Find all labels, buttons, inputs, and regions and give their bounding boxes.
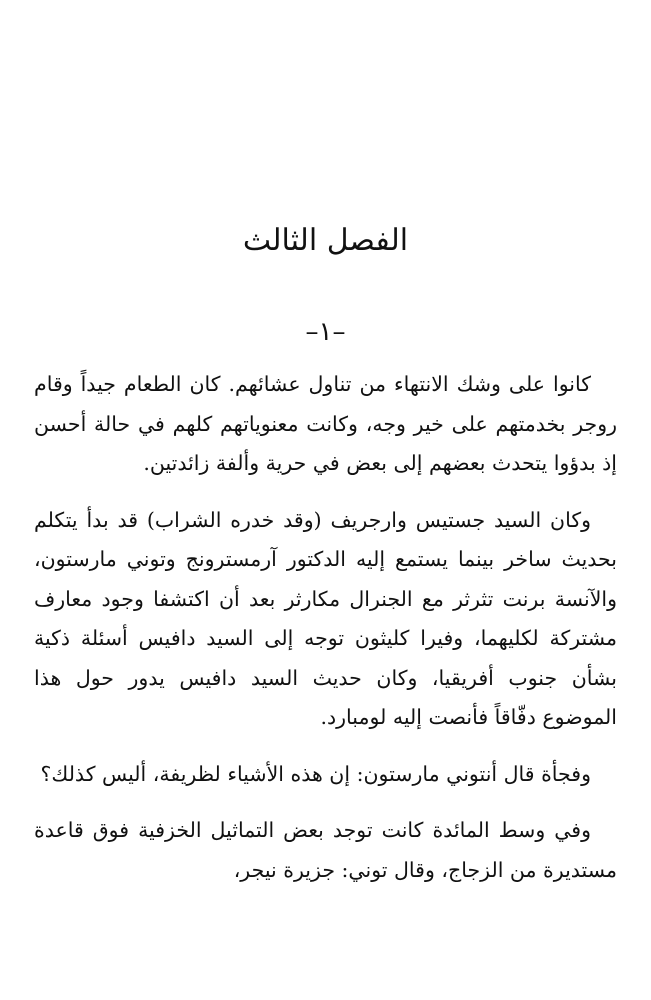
paragraph: كانوا على وشك الانتهاء من تناول عشائهم. كان الطعام جيداً وقام روجر بخدمتهم على خير وجه، وكانت معنوياتهم كلهم في حالة أحسن إذ بدؤوا يتحدث بعضهم إلى بعض في حرية وألفة زائدتين. (34, 372, 617, 475)
paragraph: وفي وسط المائدة كانت توجد بعض التماثيل الخزفية فوق قاعدة مستديرة من الزجاج، وقال توني: جزيرة نيجر، (34, 818, 617, 882)
body-text (34, 365, 617, 907)
paragraph: وفجأة قال أنتوني مارستون: إن هذه الأشياء لظريفة، أليس كذلك؟ (40, 761, 591, 786)
paragraph: وكان السيد جستيس وارجريف (وقد خدره الشراب) قد بدأ يتكلم بحديث ساخر بينما يستمع إليه الدكتور آرمسترونج وتوني مارستون، والآنسة برنت تثرثر مع الجنرال مكارثر بعد أن اكتشفا وجود معارف مشتركة لكليهما، وفيرا كليثون توجه إلى السيد دافيس أسئلة ذكية بشأن جنوب أفريقيا، وكان حديث السيد دافيس يدور حول هذا الموضوع دفّاقاً فأنصت إليه لومبارد. (34, 507, 617, 729)
section-number: –١– (305, 317, 346, 347)
chapter-title: الفصل الثالث (242, 223, 409, 258)
